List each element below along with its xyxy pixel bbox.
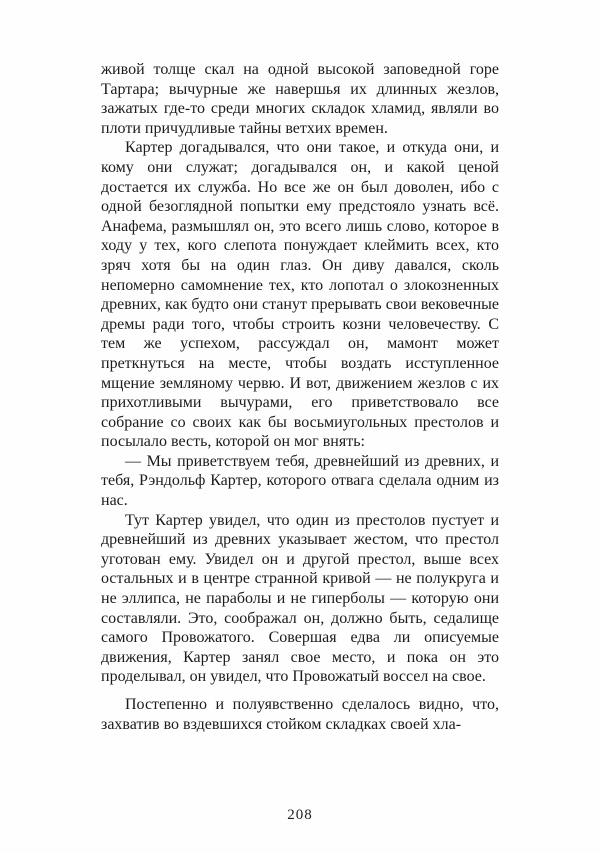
page-text-block: [101, 60, 499, 734]
paragraph: Картер догадывался, что они такое, и откуда они, и кому они служат; догадывался он, и какой ценой достается их служба. Но все же он был доволен, ибо с одной безоглядной попытки ему предстояло узнать всё. Анафема, размышлял он, это всего лишь слово, которое в ходу у тех, кого слепота понуждает клеймить всех, кто зряч хотя бы на один глаз. Он диву давался, сколь непомерно самомнение тех, кто лопотал о злокозненных древних, как будто они станут прерывать свои вековечные дремы ради того, чтобы строить козни человечеству. С тем же успехом, рассуждал он, мамонт может преткнуться на месте, чтобы воздать исступленное мщение земляному червю. И вот, движением жезлов с их прихотливыми вычурами, его приветствовало все собрание со своих как бы восьмиугольных престолов и посылало весть, которой он мог внять:: [101, 139, 499, 451]
paragraph-dialogue: — Мы приветствуем тебя, древнейший из древних, и тебя, Рэндольф Картер, которого отвага сделала одним из нас.: [101, 452, 499, 510]
paragraph: Постепенно и полуявственно сделалось видно, что, захватив во вздевшихся стойком складках своей хла-: [101, 696, 499, 733]
page-number: 208: [287, 807, 313, 823]
paragraph: живой толще скал на одной высокой заповедной горе Тартара; вычурные же навершья их длинных жезлов, зажатых где-то среди многих складок хламид, являли во плоти причудливые тайны ветхих времен.: [101, 61, 499, 137]
paragraph: Тут Картер увидел, что один из престолов пустует и древнейший из древних указывает жестом, что престол уготован ему. Увидел он и другой престол, выше всех остальных и в центре странной кривой — не полукруга и не эллипса, не параболы и не гиперболы — которую они составляли. Это, соображал он, должно быть, седалище самого Провожатого. Совершая едва ли описуемые движения, Картер занял свое место, и пока он это проделывал, он увидел, что Провожатый воссел на свое.: [101, 511, 499, 686]
